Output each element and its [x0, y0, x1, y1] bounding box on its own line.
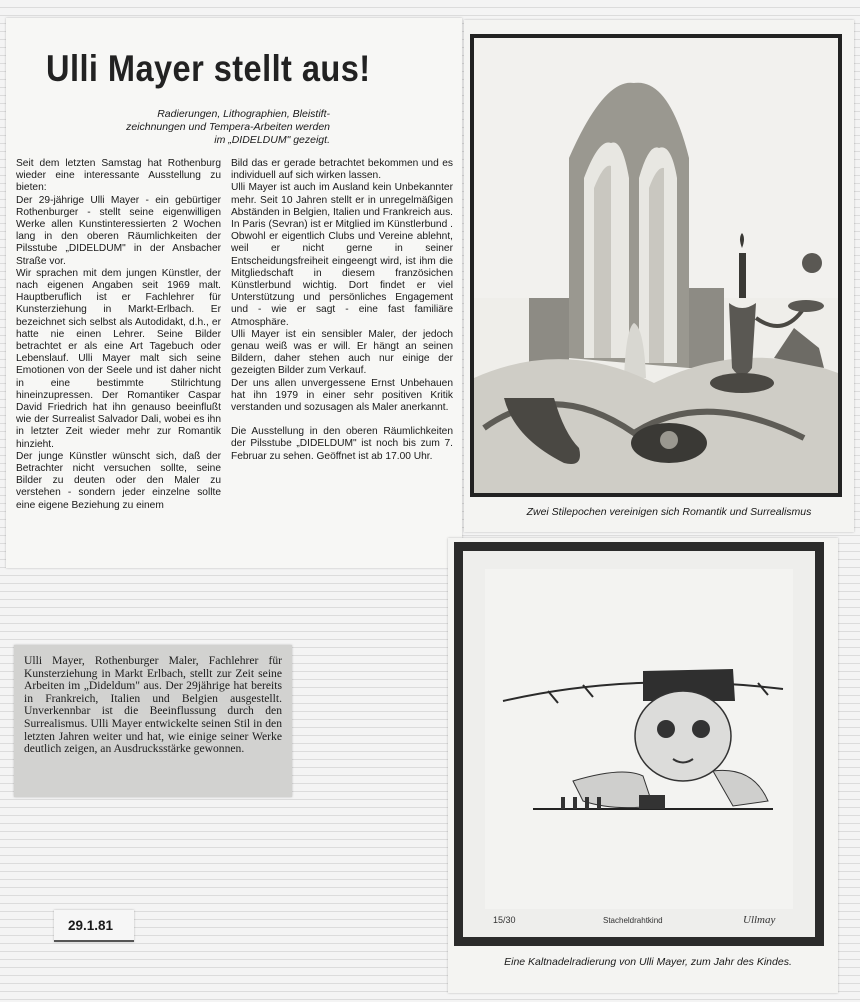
subheadline: Radierungen, Lithographien, Bleistift-zeichnungen und Tempera-Arbeiten werden im „DIDELDUM" gezeigt. [126, 108, 330, 146]
etching-artwork [454, 542, 824, 946]
article-column-1 [16, 158, 221, 512]
paragraph: Ulli Mayer ist ein sensibler Maler, der jedoch genau weiß was er will. Er hängt an seinen Bildern, daher stehen auch nur einige der gezeigten Bilder zum Verkauf. [231, 328, 453, 377]
etching-drawing [463, 551, 815, 937]
notice-clipping [14, 645, 292, 797]
photo-caption-etching: Eine Kaltnadelradierung von Ulli Mayer, zum Jahr des Kindes. [504, 956, 792, 968]
date-text: 29.1.81 [68, 918, 114, 933]
headline: Ulli Mayer stellt aus! [46, 48, 371, 89]
article-clipping [6, 18, 462, 568]
photo-caption-ruin: Zwei Stilepochen vereinigen sich Romantik und Surrealismus [526, 506, 812, 518]
paragraph: Der 29-jährige Ulli Mayer - ein gebürtiger Rothenburger - stellt seine eigenwilligen Werke allen Kunstinteressierten 2 Wochen lang in den oberen Räumlichkeiten der Pilsstube „DIDELDUM" in der Ansbacher Straße vor. [16, 194, 221, 267]
paragraph: Wir sprachen mit dem jungen Künstler, der nach eigenen Angaben seit 1969 malt. Hauptberuflich ist er Fachlehrer für Kunsterziehung in Markt-Erlbach. Er bezeichnet sich selbst als Autodidakt, d.h., er hatte nie einen Lehrer. Seine Bilder betrachtet er als eine Art Tagebuch oder Lebenslauf. Ulli Mayer malt sich seine Emotionen von der Seele und ist daher nicht in eine bestimmte Stilrichtung hineinzupressen. Der Romantiker Caspar David Friedrich hat ihn genauso beeinflußt wie der Surrealist Salvador Dali, wobei es ihn in letzter Zeit wieder mehr zur Romantik hinzieht. [16, 267, 221, 450]
photo-clipping-ruin [464, 20, 854, 532]
edition-number: 15/30 [493, 915, 516, 925]
paragraph: Der junge Künstler wünscht sich, daß der Betrachter nicht versuchen sollte, seine Bilder zu deuten oder den Maler zu verstehen - sondern jeder einzelne sollte eine eigene Beziehung zu einem [16, 450, 221, 511]
photo-clipping-etching [448, 538, 838, 993]
article-column-2 [231, 158, 453, 463]
paragraph: Bild das er gerade betrachtet bekommen und es individuell auf sich wirken lassen. [231, 158, 453, 182]
etching-title-inscription: Stacheldrahtkind [603, 916, 663, 925]
paragraph: Die Ausstellung in den oberen Räumlichkeiten der Pilsstube „DIDELDUM" ist noch bis zum 7. Februar zu sehen. Geöffnet ist ab 17.00 Uhr. [231, 426, 453, 462]
notice-text: Ulli Mayer, Rothenburger Maler, Fachlehrer für Kunsterziehung in Markt Erlbach, stellt zur Zeit seine Arbeiten im „Dideldum" aus. Der 29jährige hat bereits in Frankreich, Italien und Belgien ausgestellt. Unverkennbar ist die Beeinflussung durch den Surrealismus. Ulli Mayer entwickelte seinen Stil in den letzten Jahren weiter und hat, wie einige seiner Werke deutlich zeigen, an Ausdrucksstärke gewonnen. [24, 654, 282, 756]
date-label [54, 910, 134, 942]
ruin-artwork [470, 34, 842, 497]
ruin-drawing [474, 38, 838, 493]
paragraph: Ulli Mayer ist auch im Ausland kein Unbekannter mehr. Seit 10 Jahren stellt er in unregelmäßigen Abständen in Belgien, Italien und Frankreich aus. In Paris (Sevran) ist er Mitglied im Künstlerbund . Obwohl er eigentlich Clubs und Vereine ablehnt, weil er nicht gerne in seiner Entscheidungsfreiheit eingeengt wird, ist ihm die Mitgliedschaft in diesem französichen Künstlerbund wichtig. Dort findet er viel Unterstützung und persönliches Engagement und - wie er sagt - eine fast familiäre Atmosphäre. [231, 182, 454, 328]
paragraph: Seit dem letzten Samstag hat Rothenburg wieder eine interessante Ausstellung zu bieten: [16, 158, 221, 194]
artist-signature: Ullmay [743, 914, 776, 926]
paragraph: Der uns allen unvergessene Ernst Unbehauen hat ihn 1979 in einer sehr positiven Kritik verstanden und sozusagen als Maler anerkannt. [231, 377, 453, 414]
